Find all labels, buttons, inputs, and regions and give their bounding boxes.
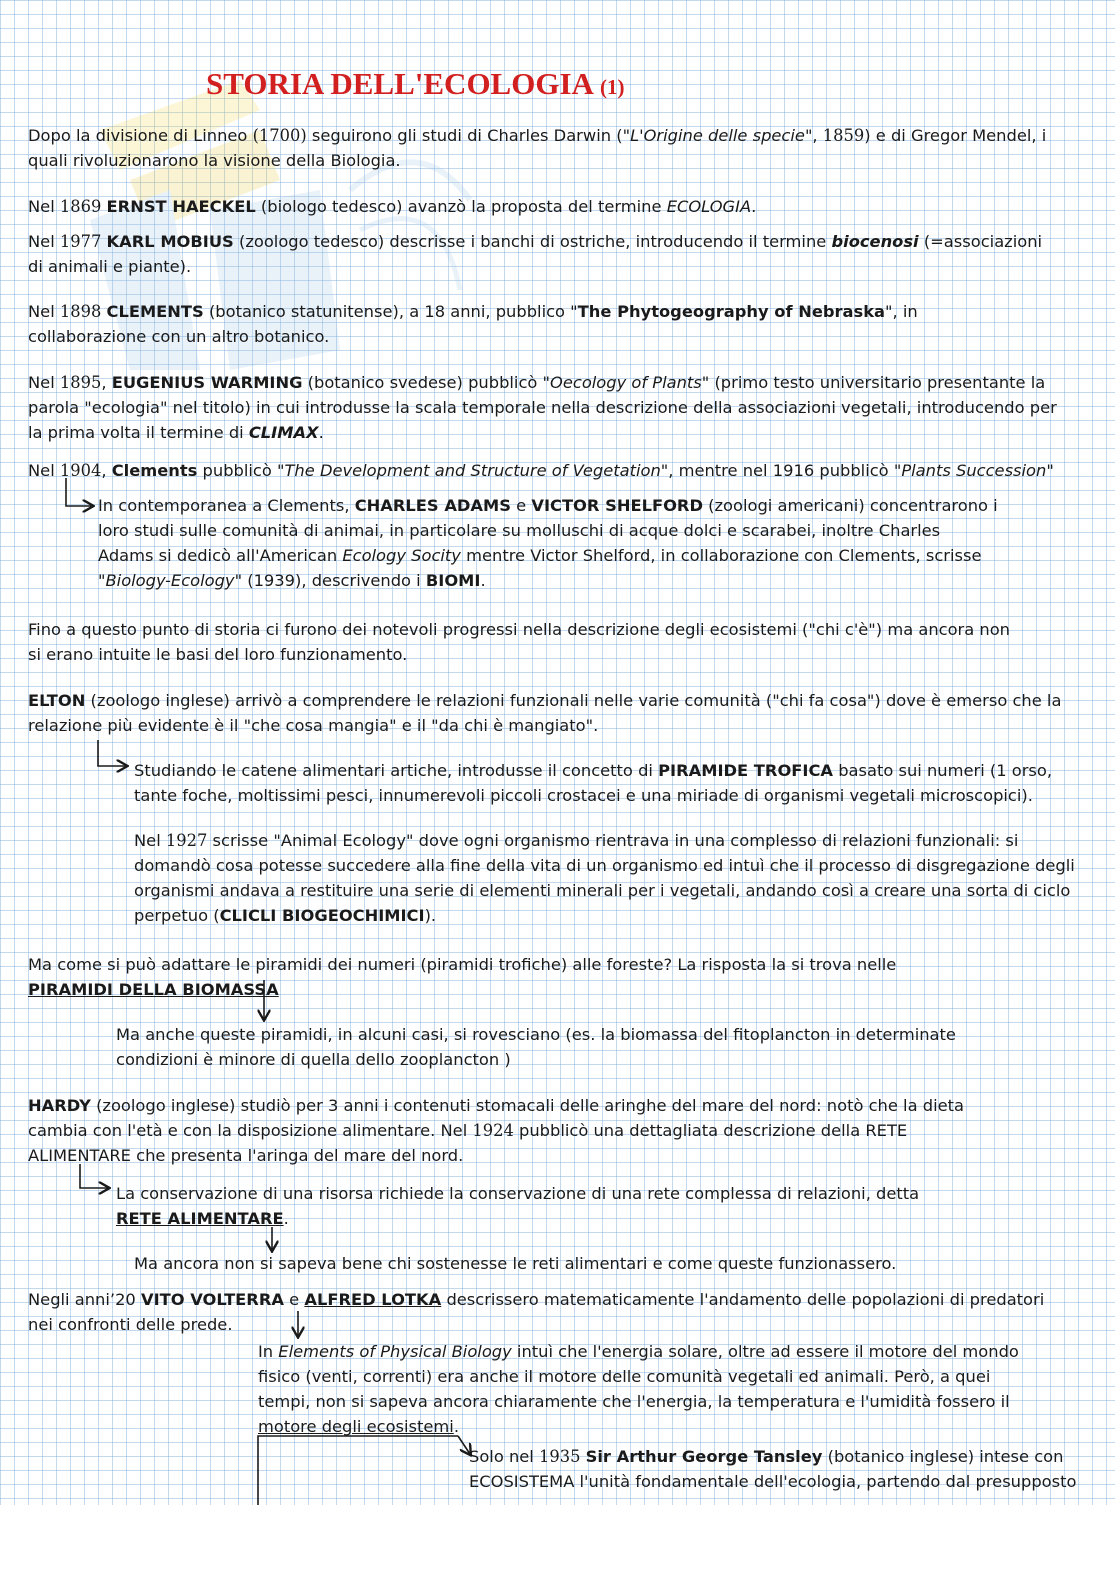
- arrow-elton-to-piramide: [98, 740, 126, 766]
- paragraph-linneo-line2: quali rivoluzionarono la visione della Biologia.: [28, 151, 401, 170]
- paragraph-rovesciano-line2: condizioni è minore di quella dello zooplancton ): [116, 1050, 511, 1069]
- paragraph-animal-ecology-line3: organismi andava a restituire una serie di elementi minerali per i vegetali, andando così a creare una sorta di ciclo: [134, 881, 1071, 900]
- bracket-ecosistemi: [258, 1436, 458, 1505]
- paragraph-clements-1904: Nel 1904, Clements pubblicò "The Development and Structure of Vegetation", mentre nel 1916 pubblicò "Plants Succession": [28, 461, 1054, 480]
- paragraph-elton-line2: relazione più evidente è il "che cosa mangia" e il "da chi è mangiato".: [28, 716, 599, 735]
- paragraph-volterra-line2: nei confronti delle prede.: [28, 1315, 233, 1334]
- page-title: STORIA DELL'ECOLOGIA (1): [206, 66, 625, 101]
- paragraph-adams-line2: loro studi sulle comunità di animai, in particolare su molluschi di acque dolci e scarabei, inoltre Charles: [98, 521, 941, 540]
- paragraph-linneo-line1: Dopo la divisione di Linneo (1700) seguirono gli studi di Charles Darwin ("L'Origine delle specie", 1859) e di Gregor Mendel, i: [28, 126, 1047, 145]
- paragraph-lotka-line1: In Elements of Physical Biology intuì che l'energia solare, oltre ad essere il motore del mondo: [258, 1342, 1019, 1361]
- paragraph-tansley-line1: Solo nel 1935 Sir Arthur George Tansley (botanico inglese) intese con: [469, 1447, 1064, 1466]
- paragraph-lotka-line3: tempi, non si sapeva ancora chiaramente che l'energia, la temperatura e l'umidità fossero il: [258, 1392, 1010, 1411]
- paragraph-piramide-line1: Studiando le catene alimentari artiche, introdusse il concetto di PIRAMIDE TROFICA basato sui numeri (1 orso,: [134, 761, 1053, 780]
- paragraph-volterra-line1: Negli anni’20 VITO VOLTERRA e ALFRED LOTKA descrissero matematicamente l'andamento delle popolazioni di predatori: [28, 1290, 1045, 1309]
- paragraph-warming-line1: Nel 1895, EUGENIUS WARMING (botanico svedese) pubblicò "Oecology of Plants" (primo testo universitario presentante la: [28, 373, 1046, 392]
- paragraph-adams-line3: Adams si dedicò all'American Ecology Socity mentre Victor Shelford, in collaborazione con Clements, scrisse: [98, 546, 982, 565]
- paragraph-rete-line1: La conservazione di una risorsa richiede la conservazione di una rete complessa di relazioni, detta: [116, 1184, 920, 1203]
- arrow-clements-to-adams: [66, 478, 92, 506]
- paragraph-animal-ecology-line2: domandò cosa potesse succedere alla fine della vita di un organismo ed intuì che il processo di disgregazione degli: [134, 856, 1075, 875]
- paragraph-mobius-line1: Nel 1977 KARL MOBIUS (zoologo tedesco) descrisse i banchi di ostriche, introducendo il termine biocenosi (=associazioni: [28, 232, 1043, 251]
- arrow-hardy-to-rete: [80, 1164, 108, 1188]
- paragraph-adams-line4: "Biology-Ecology" (1939), descrivendo i BIOMI.: [98, 571, 486, 590]
- paragraph-animal-ecology-line4: perpetuo (CLICLI BIOGEOCHIMICI).: [134, 906, 437, 925]
- paragraph-mobius-line2: di animali e piante).: [28, 257, 192, 276]
- paragraph-warming-line2: parola "ecologia" nel titolo) in cui introdusse la scala temporale nella descrizione della associazioni vegetali, introducendo per: [28, 398, 1057, 417]
- page-bottom-margin: [0, 1505, 1115, 1578]
- paragraph-progress-line2: si erano intuite le basi del loro funzionamento.: [28, 645, 408, 664]
- paragraph-hardy-line2: cambia con l'età e con la disposizione alimentare. Nel 1924 pubblicò una dettagliata descrizione della RETE: [28, 1121, 908, 1140]
- paragraph-reti-sostegno: Ma ancora non si sapeva bene chi sostenesse le reti alimentari e come queste funzionassero.: [134, 1254, 897, 1273]
- rete-alimentare-heading: RETE ALIMENTARE: [116, 1209, 284, 1228]
- paragraph-hardy-line3: ALIMENTARE che presenta l'aringa del mare del nord.: [28, 1146, 464, 1165]
- paragraph-piramide-line2: tante foche, moltissimi pesci, innumerevoli piccoli crostacei e una miriade di organismi vegetali microscopici).: [134, 786, 1033, 805]
- paragraph-hardy-line1: HARDY (zoologo inglese) studiò per 3 anni i contenuti stomacali delle aringhe del mare del nord: notò che la dieta: [28, 1096, 964, 1115]
- paragraph-warming-line3: la prima volta il termine di CLIMAX.: [28, 423, 324, 442]
- paragraph-adams-line1: In contemporanea a Clements, CHARLES ADAMS e VICTOR SHELFORD (zoologi americani) concentrarono i: [98, 496, 998, 515]
- paragraph-rete-line2: RETE ALIMENTARE.: [116, 1209, 289, 1228]
- paragraph-clements-line2: collaborazione con un altro botanico.: [28, 327, 330, 346]
- paragraph-lotka-line4: motore degli ecosistemi.: [258, 1417, 459, 1436]
- paragraph-progress-line1: Fino a questo punto di storia ci furono dei notevoli progressi nella descrizione degli ecosistemi ("chi c'è") ma ancora non: [28, 620, 1010, 639]
- paragraph-animal-ecology-line1: Nel 1927 scrisse "Animal Ecology" dove ogni organismo rientrava in una complesso di relazioni funzionali: si: [134, 831, 1019, 850]
- paragraph-lotka-line2: fisico (venti, correnti) era anche il motore delle comunità vegetali ed animali. Però, a quei: [258, 1367, 991, 1386]
- paragraph-rovesciano-line1: Ma anche queste piramidi, in alcuni casi, si rovesciano (es. la biomassa del fitoplancton in determinate: [116, 1025, 956, 1044]
- paragraph-clements-line1: Nel 1898 CLEMENTS (botanico statunitense), a 18 anni, pubblico "The Phytogeography of Nebraska", in: [28, 302, 918, 321]
- arrow-ecosistemi-to-tansley: [458, 1436, 470, 1454]
- paragraph-foreste-line1: Ma come si può adattare le piramidi dei numeri (piramidi trofiche) alle foreste? La risposta la si trova nelle: [28, 955, 897, 974]
- biomassa-heading: PIRAMIDI DELLA BIOMASSA: [28, 980, 279, 999]
- paragraph-haeckel: Nel 1869 ERNST HAECKEL (biologo tedesco) avanzò la proposta del termine ECOLOGIA.: [28, 197, 757, 216]
- paragraph-elton-line1: ELTON (zoologo inglese) arrivò a comprendere le relazioni funzionali nelle varie comunità ("chi fa cosa") dove è emerso che la: [28, 691, 1062, 710]
- paragraph-tansley-line2: ECOSISTEMA l'unità fondamentale dell'ecologia, partendo dal presupposto: [469, 1472, 1077, 1491]
